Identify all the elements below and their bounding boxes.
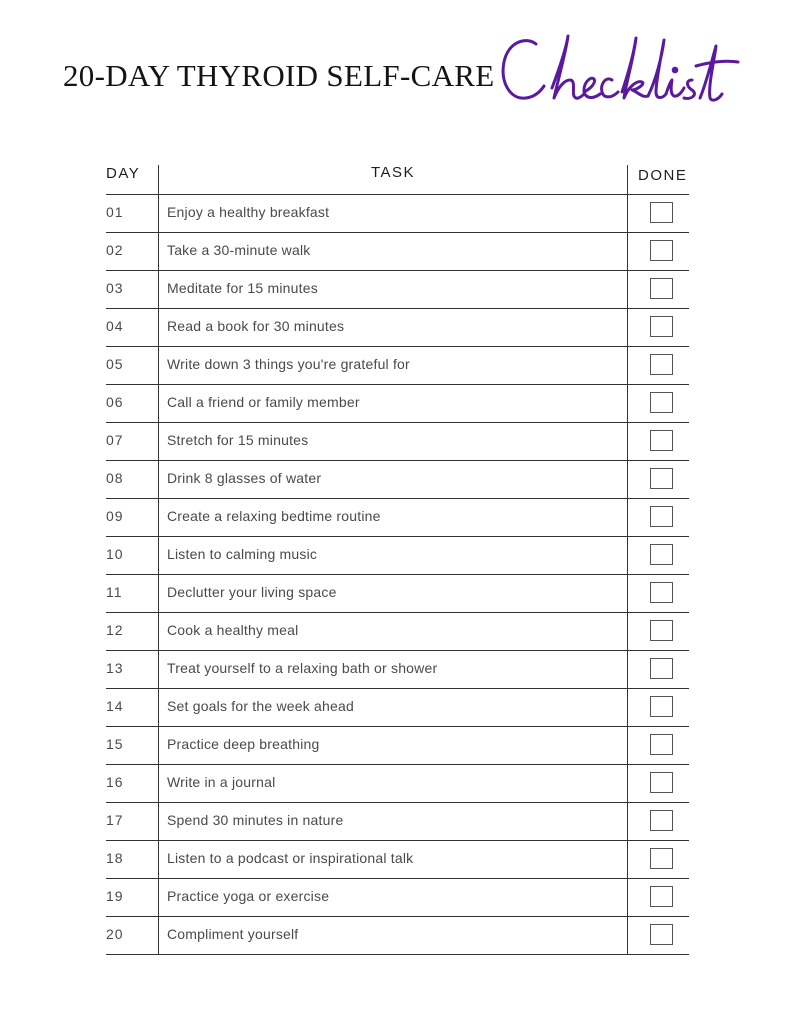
title-script-logo [496, 22, 741, 122]
table-body [106, 195, 689, 955]
done-checkbox[interactable] [650, 392, 673, 413]
done-checkbox[interactable] [650, 620, 673, 641]
task-label: Set goals for the week ahead [167, 698, 354, 714]
day-number: 10 [106, 546, 124, 562]
table-row [106, 727, 689, 765]
done-checkbox[interactable] [650, 658, 673, 679]
done-checkbox[interactable] [650, 696, 673, 717]
day-number: 06 [106, 394, 124, 410]
day-number: 09 [106, 508, 124, 524]
day-number: 12 [106, 622, 124, 638]
day-number: 17 [106, 812, 124, 828]
task-label: Practice yoga or exercise [167, 888, 330, 904]
table-row [106, 841, 689, 879]
table-row [106, 879, 689, 917]
done-checkbox[interactable] [650, 772, 673, 793]
table-row [106, 537, 689, 575]
task-label: Create a relaxing bedtime routine [167, 508, 381, 524]
done-checkbox[interactable] [650, 202, 673, 223]
done-checkbox[interactable] [650, 544, 673, 565]
task-label: Enjoy a healthy breakfast [167, 204, 330, 220]
table-header [106, 162, 689, 195]
day-number: 14 [106, 698, 124, 714]
table-row [106, 651, 689, 689]
task-label: Take a 30-minute walk [167, 242, 311, 258]
day-number: 20 [106, 926, 124, 942]
task-label: Declutter your living space [167, 584, 337, 600]
day-number: 04 [106, 318, 124, 334]
table-row [106, 385, 689, 423]
table-row [106, 499, 689, 537]
task-label: Listen to calming music [167, 546, 318, 562]
table-row [106, 423, 689, 461]
task-label: Meditate for 15 minutes [167, 280, 318, 296]
done-checkbox[interactable] [650, 316, 673, 337]
header-task: TASK [370, 164, 416, 181]
task-label: Drink 8 glasses of water [167, 470, 322, 486]
table-row [106, 689, 689, 727]
table-row [106, 195, 689, 233]
day-number: 01 [106, 204, 124, 220]
done-checkbox[interactable] [650, 848, 673, 869]
day-number: 05 [106, 356, 124, 372]
done-checkbox[interactable] [650, 354, 673, 375]
day-number: 08 [106, 470, 124, 486]
day-number: 13 [106, 660, 124, 676]
done-checkbox[interactable] [650, 506, 673, 527]
task-label: Call a friend or family member [167, 394, 360, 410]
table-row [106, 575, 689, 613]
task-label: Write in a journal [167, 774, 276, 790]
done-checkbox[interactable] [650, 734, 673, 755]
table-row [106, 803, 689, 841]
page-title: 20-DAY THYROID SELF-CARE [63, 58, 495, 93]
table-row [106, 765, 689, 803]
task-label: Practice deep breathing [167, 736, 320, 752]
done-checkbox[interactable] [650, 886, 673, 907]
table-row [106, 461, 689, 499]
task-label: Treat yourself to a relaxing bath or shower [167, 660, 438, 676]
table-row [106, 917, 689, 955]
task-label: Cook a healthy meal [167, 622, 299, 638]
done-checkbox[interactable] [650, 582, 673, 603]
checklist-table [106, 162, 689, 955]
done-checkbox[interactable] [650, 430, 673, 451]
table-row [106, 271, 689, 309]
task-label: Compliment yourself [167, 926, 299, 942]
header-done: DONE [638, 167, 688, 184]
day-number: 07 [106, 432, 124, 448]
day-number: 15 [106, 736, 124, 752]
task-label: Listen to a podcast or inspirational talk [167, 850, 414, 866]
done-checkbox[interactable] [650, 278, 673, 299]
task-label: Spend 30 minutes in nature [167, 812, 344, 828]
done-checkbox[interactable] [650, 468, 673, 489]
task-label: Read a book for 30 minutes [167, 318, 345, 334]
day-number: 03 [106, 280, 124, 296]
day-number: 18 [106, 850, 124, 866]
table-row [106, 309, 689, 347]
table-row [106, 233, 689, 271]
table-row [106, 347, 689, 385]
done-checkbox[interactable] [650, 924, 673, 945]
day-number: 11 [106, 584, 123, 600]
day-number: 16 [106, 774, 124, 790]
done-checkbox[interactable] [650, 240, 673, 261]
header-day: DAY [106, 165, 141, 182]
done-checkbox[interactable] [650, 810, 673, 831]
task-label: Write down 3 things you're grateful for [167, 356, 410, 372]
day-number: 19 [106, 888, 124, 904]
table-row [106, 613, 689, 651]
day-number: 02 [106, 242, 124, 258]
task-label: Stretch for 15 minutes [167, 432, 309, 448]
